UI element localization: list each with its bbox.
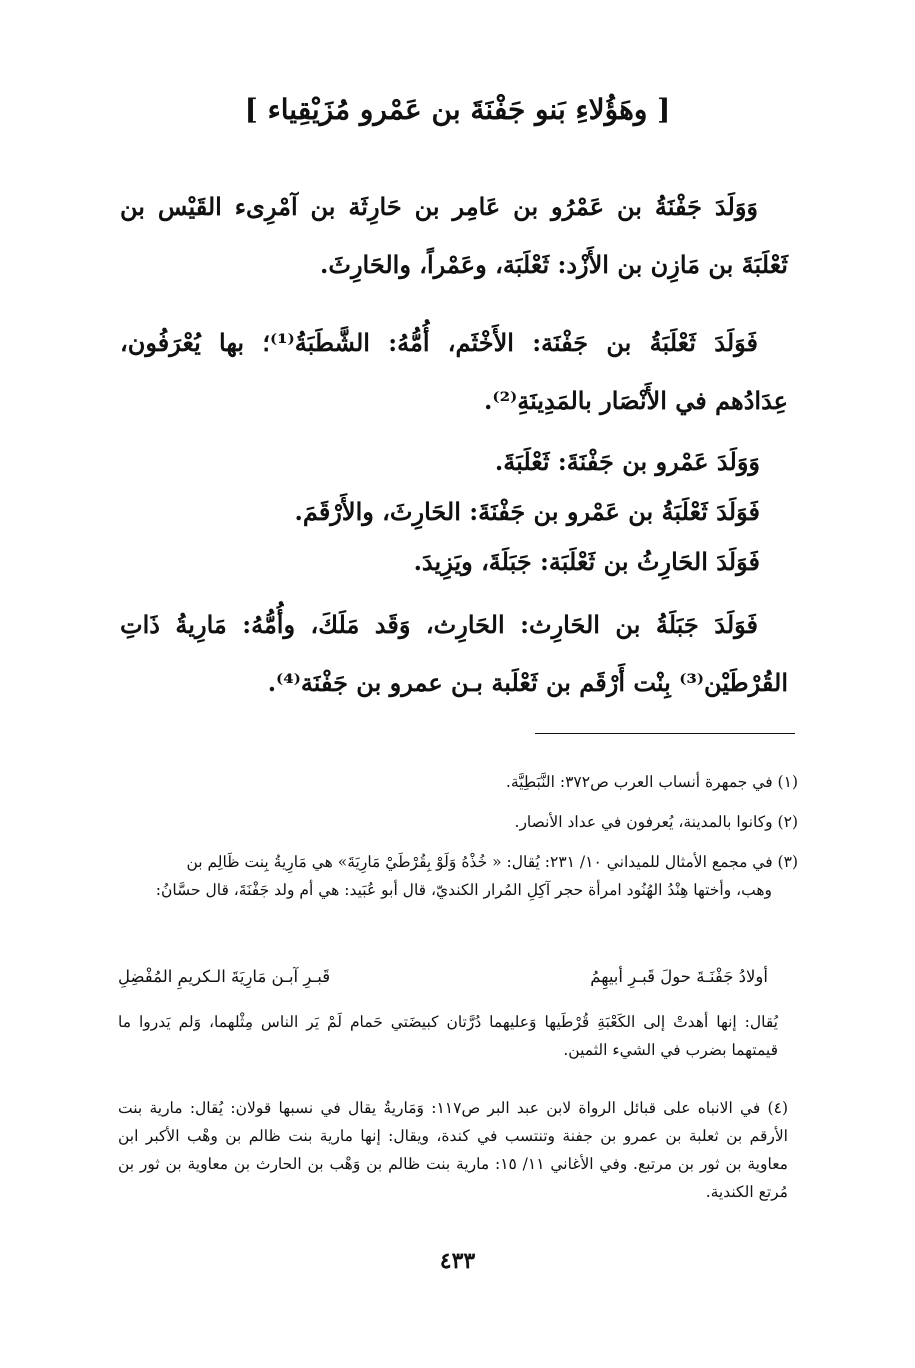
footnote-4: (٤) في الانباه على قبائل الرواة لابن عبد البر ص١١٧: وَمَاريةُ يقال في نسبها قولان: يُقال: مارية بنت الأرقم بن ثعلبة بن عمرو بن جفنة وتنتسب في كندة، ويقال: إنها مارية بنت ظالم بن وهْب الأكبر ابن معاوية بن ثور بن مرتبع. وفي الأغاني ١١/ ١٥: مارية بنت ظالم بن وَهْب بن الحارث بن معاوية بن ثور بن مُرتع الكندية. [118, 1099, 788, 1201]
footnote-3 [118, 848, 798, 904]
body-paragraph-1-text: وَوَلَدَ جَفْنَةُ بن عَمْرُو بن عَامِر بن حَارِثَة بن آمْرِىء القَيْس بن ثَعْلَبَةَ بن مَازِن بن الأَزْد: ثَعْلَبَة، وعَمْراً، والحَارِثَ. [120, 192, 788, 279]
section-heading: [ وهَؤُلاءِ بَنو جَفْنَةَ بن عَمْرو مُزَيْقِياء ] [244, 93, 671, 126]
verse-first-hemistich: أولادُ جَفْنَـةَ حولَ قَبـرِ أبيهِمُ [590, 967, 768, 986]
poem-verse [118, 962, 768, 992]
footnote-2: (٢) وكانوا بالمدينة، يُعرفون في عداد الأنصار. [514, 813, 798, 831]
body-line-3: فَوَلَدَ الحَارِثُ بن ثَعْلَبَة: جَبَلَةَ، ويَزِيدَ. [413, 547, 760, 576]
footnote-3-after-verse: يُقال: إنها أهدتْ إلى الكَعْبَةِ قُرْطَيها وَعليهما دُرَّتان كبيضَتي حَمام لَمْ يَر الناس مِثْلهما، وَلم يَدروا ما قيمتهما بضرب في الشيء الثمين. [118, 1013, 778, 1059]
verse-second-hemistich: قَبـرِ آبـن مَارِيَةَ الـكريمِ المُفْضِلِ [118, 967, 331, 986]
body-line-2: فَوَلَدَ ثَعْلَبَةُ بن عَمْرو بن جَفْنَةَ: الحَارِثَ، والأَرْقَمَ. [294, 497, 760, 526]
body-paragraph-2 [120, 314, 788, 430]
footnote-3-continuation: وهب، وأختها هِنْدُ الهُنُود امرأة حجر آكِلِ المُرار الكنديّ، قال أبو عُبَيد: هي أم ولد جَفْنَةَ، قال حسَّانُ: [155, 881, 772, 899]
footnote-1: (١) في جمهرة أنساب العرب ص٣٧٢: النَّبَطِيَّة. [505, 773, 798, 791]
footnote-separator [535, 733, 795, 734]
body-paragraph-1 [120, 178, 788, 294]
body-paragraph-2-text: فَوَلَدَ ثَعْلَبَةُ بن جَفْنَة: الأَخْثَم، أُمُّهُ: الشَّطَبَةُ⁽¹⁾؛ بها يُعْرَفُون، عِدَادُهم في الأَنْصَار بالمَدِينَةِ⁽²⁾. [120, 328, 788, 415]
body-paragraph-3-text: فَوَلَدَ جَبَلَةُ بن الحَارِث: الحَارِث، وَقَد مَلَكَ، وأُمُّهُ: مَارِيةُ ذَاتِ القُرْطَيْن⁽³⁾ بِنْت أَرْقَم بن ثَعْلَبة بـن عمرو بن جَفْنَة⁽⁴⁾. [120, 610, 788, 697]
footnote-3-first-line: (٣) في مجمع الأمثال للميداني ١٠/ ٢٣١: يُقال: « خُذْهُ وَلَوْ بِقُرْطَيْ مَارِيَةَ» هي مَارِيةُ بِنت ظَالِم بن [186, 853, 798, 871]
body-line-1: وَوَلَدَ عَمْرو بن جَفْنَةَ: ثَعْلَبَةَ. [494, 447, 760, 476]
page-number: ٤٣٣ [439, 1248, 476, 1274]
body-paragraph-3 [120, 596, 788, 712]
